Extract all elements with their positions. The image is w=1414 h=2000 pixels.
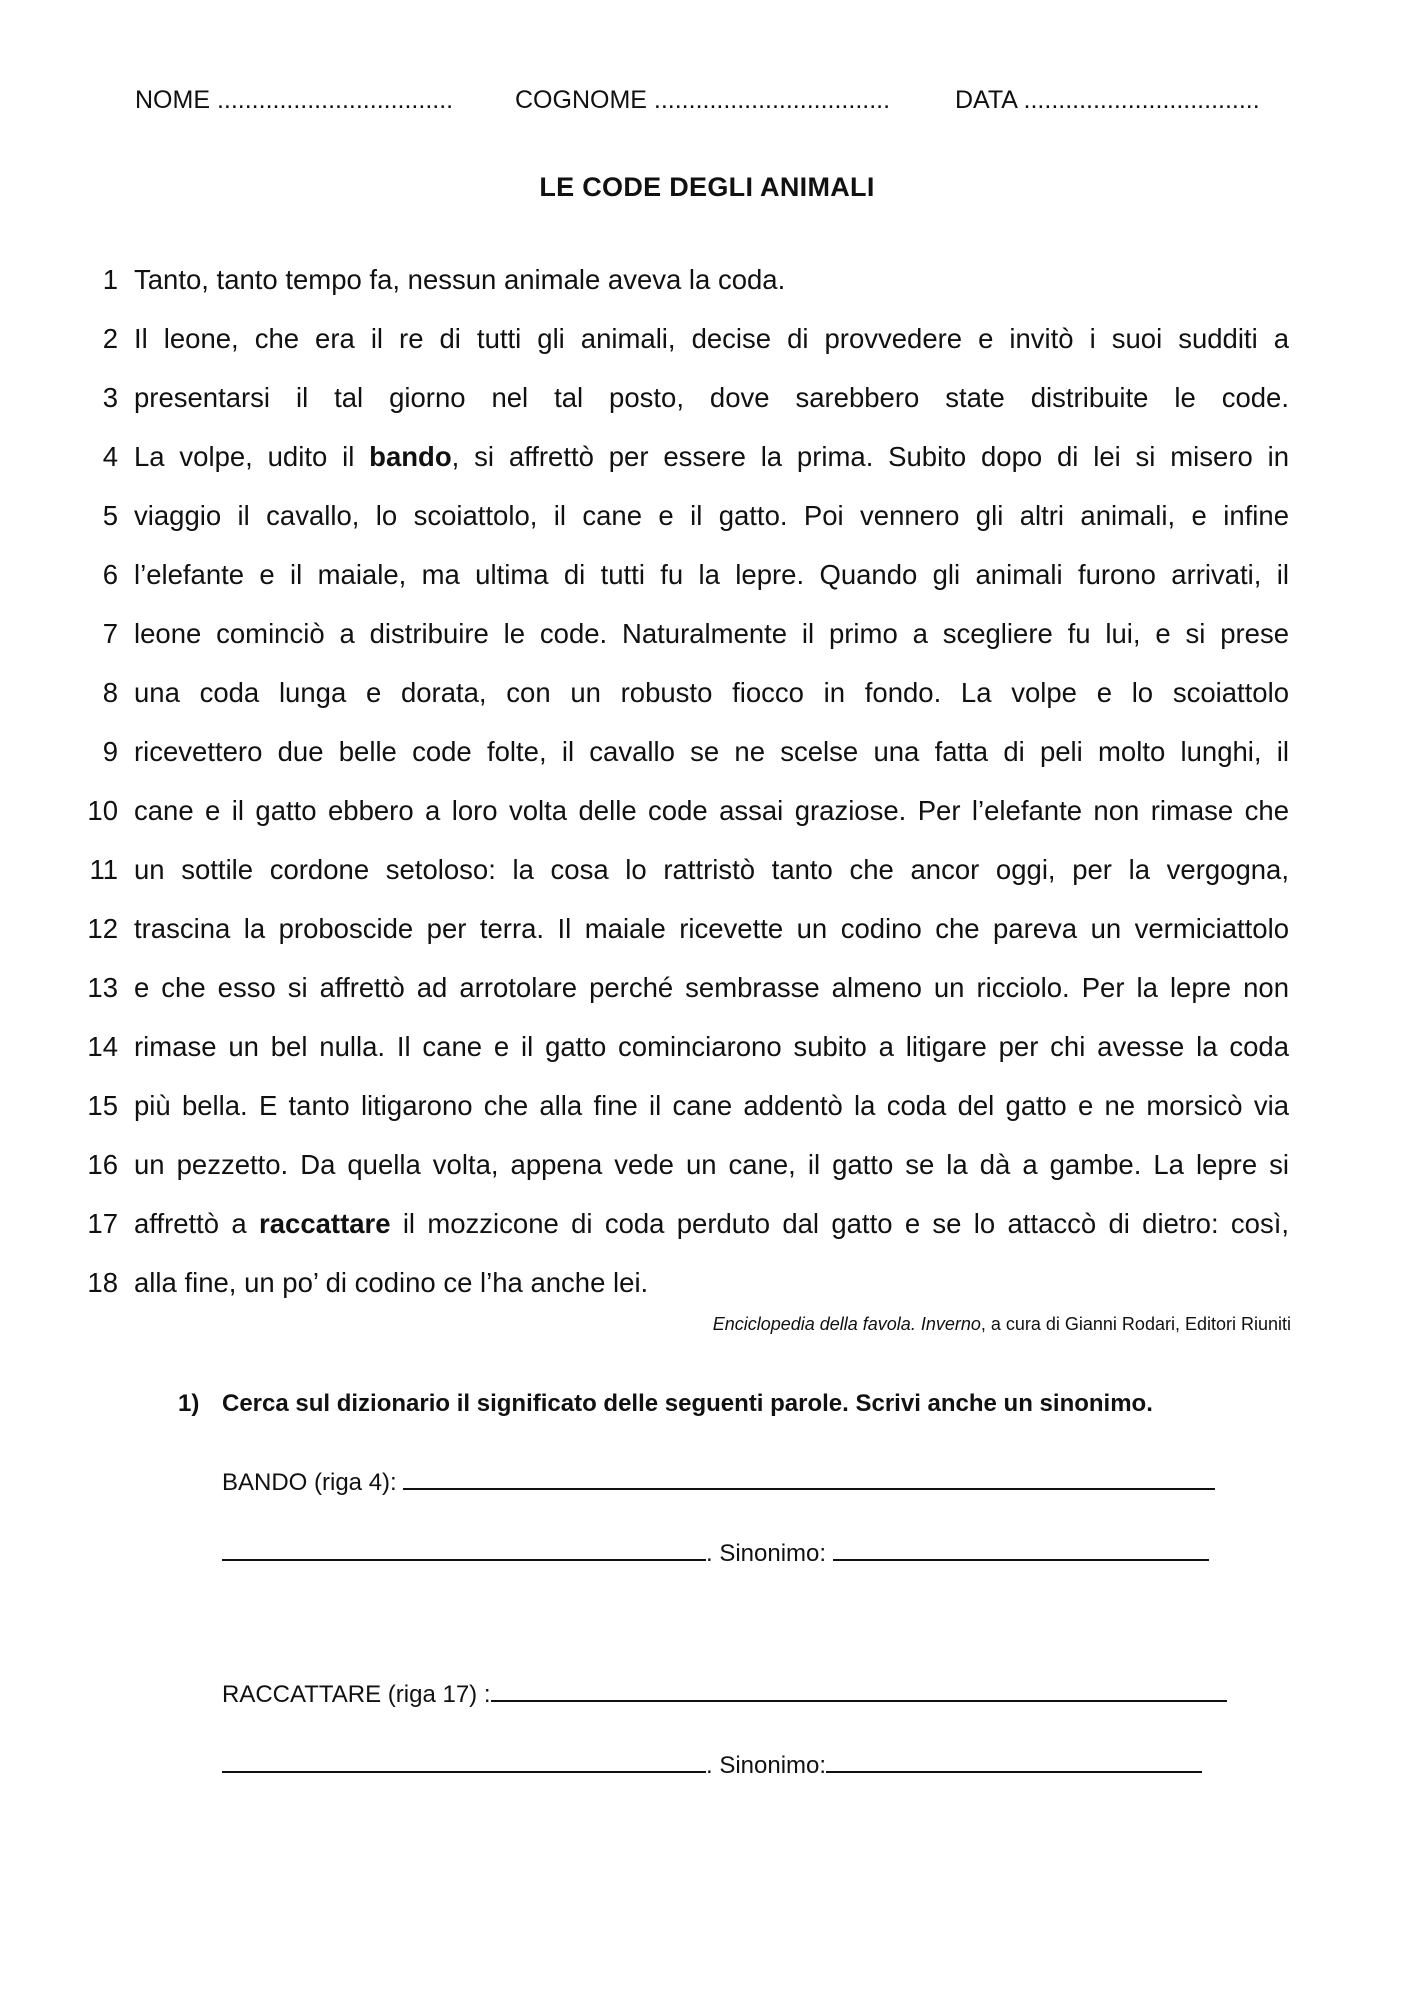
text-line bbox=[70, 309, 1290, 368]
text-run: affrettò a bbox=[134, 1208, 260, 1239]
text-line bbox=[70, 604, 1290, 663]
text-run: alla fine, un po’ di codino ce l’ha anche lei. bbox=[134, 1267, 649, 1298]
text-line bbox=[70, 427, 1290, 486]
line-number: 3 bbox=[102, 382, 118, 413]
line-text bbox=[134, 1135, 1289, 1194]
text-run: e che esso si affrettò ad arrotolare perché sembrasse almeno un ricciolo. Per la lepre non bbox=[134, 972, 1289, 1003]
text-run: ricevettero due belle code folte, il cavallo se ne scelse una fatta di peli molto lunghi, il bbox=[134, 736, 1289, 767]
bando-label: BANDO (riga 4): bbox=[222, 1469, 404, 1496]
cognome-field[interactable]: COGNOME .................................. bbox=[515, 86, 891, 114]
line-number: 18 bbox=[87, 1267, 118, 1298]
text-run: un sottile cordone setoloso: la cosa lo rattristò tanto che ancor oggi, per la vergogna, bbox=[134, 854, 1289, 885]
story-text bbox=[70, 250, 1290, 1312]
answer-bando-line-2 bbox=[222, 1537, 1209, 1568]
line-text bbox=[134, 545, 1289, 604]
text-run: leone cominciò a distribuire le code. Naturalmente il primo a scegliere fu lui, e si prese bbox=[134, 618, 1289, 649]
text-line bbox=[70, 1017, 1290, 1076]
text-line bbox=[70, 663, 1290, 722]
text-run: più bella. E tanto litigarono che alla fine il cane addentò la coda del gatto e ne morsicò via bbox=[134, 1090, 1289, 1121]
text-line bbox=[70, 1135, 1290, 1194]
line-number: 2 bbox=[102, 323, 118, 354]
answer-raccattare-line-2 bbox=[222, 1749, 1202, 1780]
question-1 bbox=[178, 1390, 1153, 1418]
text-run: il mozzicone di coda perduto dal gatto e se lo attaccò di dietro: così, bbox=[390, 1208, 1289, 1239]
line-number: 4 bbox=[102, 441, 118, 472]
line-number: 8 bbox=[102, 677, 118, 708]
data-field[interactable]: DATA .................................. bbox=[955, 86, 1260, 114]
text-line bbox=[70, 722, 1290, 781]
line-text bbox=[134, 899, 1289, 958]
text-line bbox=[70, 899, 1290, 958]
text-line bbox=[70, 1076, 1290, 1135]
bando-meaning-blank-2[interactable] bbox=[222, 1537, 706, 1561]
line-number: 1 bbox=[102, 264, 118, 295]
text-run: , si affrettò per essere la prima. Subito dopo di lei si misero in bbox=[451, 441, 1289, 472]
line-text bbox=[134, 1076, 1289, 1135]
answer-raccattare-line-1 bbox=[222, 1678, 1227, 1709]
line-text bbox=[134, 250, 1289, 309]
page-title: LE CODE DEGLI ANIMALI bbox=[539, 172, 875, 202]
line-text bbox=[134, 1194, 1289, 1253]
line-number: 6 bbox=[102, 559, 118, 590]
source-details: , a cura di Gianni Rodari, Editori Riuniti bbox=[980, 1314, 1291, 1334]
line-text bbox=[134, 309, 1289, 368]
line-number: 15 bbox=[87, 1090, 118, 1121]
sinonimo-label: . Sinonimo: bbox=[706, 1540, 833, 1567]
line-text bbox=[134, 368, 1289, 427]
line-text bbox=[134, 427, 1289, 486]
question-number: 1) bbox=[178, 1390, 200, 1417]
bando-meaning-blank[interactable] bbox=[403, 1466, 1215, 1490]
source-citation bbox=[713, 1314, 1291, 1335]
raccattare-meaning-blank-2[interactable] bbox=[222, 1749, 706, 1773]
raccattare-synonym-blank[interactable] bbox=[826, 1749, 1202, 1773]
line-text bbox=[134, 958, 1289, 1017]
bando-synonym-blank[interactable] bbox=[833, 1537, 1209, 1561]
student-info-header bbox=[135, 86, 1285, 126]
line-number: 7 bbox=[102, 618, 118, 649]
text-line bbox=[70, 486, 1290, 545]
line-text bbox=[134, 1253, 1289, 1312]
line-number: 13 bbox=[87, 972, 118, 1003]
line-text bbox=[134, 1017, 1289, 1076]
line-number: 16 bbox=[87, 1149, 118, 1180]
line-number: 17 bbox=[87, 1208, 118, 1239]
text-line bbox=[70, 545, 1290, 604]
raccattare-label: RACCATTARE (riga 17) : bbox=[222, 1681, 491, 1708]
text-run: trascina la proboscide per terra. Il maiale ricevette un codino che pareva un vermiciattolo bbox=[134, 913, 1289, 944]
text-run: cane e il gatto ebbero a loro volta delle code assai graziose. Per l’elefante non rimase che bbox=[134, 795, 1289, 826]
line-text bbox=[134, 722, 1289, 781]
text-line bbox=[70, 781, 1290, 840]
bold-keyword: bando bbox=[369, 441, 452, 472]
answer-bando-line-1 bbox=[222, 1466, 1215, 1497]
text-run: Tanto, tanto tempo fa, nessun animale aveva la coda. bbox=[134, 264, 786, 295]
nome-field[interactable]: NOME .................................. bbox=[135, 86, 454, 114]
line-text bbox=[134, 663, 1289, 722]
text-run: una coda lunga e dorata, con un robusto fiocco in fondo. La volpe e lo scoiattolo bbox=[134, 677, 1289, 708]
text-line bbox=[70, 958, 1290, 1017]
line-text bbox=[134, 781, 1289, 840]
text-line bbox=[70, 250, 1290, 309]
sinonimo-label: . Sinonimo: bbox=[706, 1752, 827, 1779]
text-line bbox=[70, 840, 1290, 899]
line-number: 14 bbox=[87, 1031, 118, 1062]
text-run: Il leone, che era il re di tutti gli animali, decise di provvedere e invitò i suoi sudditi a bbox=[134, 323, 1289, 354]
line-text bbox=[134, 604, 1289, 663]
line-number: 12 bbox=[87, 913, 118, 944]
line-number: 9 bbox=[102, 736, 118, 767]
text-run: l’elefante e il maiale, ma ultima di tutti fu la lepre. Quando gli animali furono arrivati, il bbox=[134, 559, 1289, 590]
text-run: presentarsi il tal giorno nel tal posto, dove sarebbero state distribuite le code. bbox=[134, 382, 1289, 413]
text-run: un pezzetto. Da quella volta, appena vede un cane, il gatto se la dà a gambe. La lepre si bbox=[134, 1149, 1289, 1180]
line-text bbox=[134, 840, 1289, 899]
line-text bbox=[134, 486, 1289, 545]
text-run: viaggio il cavallo, lo scoiattolo, il cane e il gatto. Poi vennero gli altri animali, e infine bbox=[134, 500, 1289, 531]
question-text: Cerca sul dizionario il significato delle seguenti parole. Scrivi anche un sinonimo. bbox=[222, 1390, 1153, 1417]
text-line bbox=[70, 368, 1290, 427]
bold-keyword: raccattare bbox=[259, 1208, 391, 1239]
text-line bbox=[70, 1253, 1290, 1312]
source-book-title: Enciclopedia della favola. Inverno bbox=[712, 1314, 981, 1334]
text-line bbox=[70, 1194, 1290, 1253]
text-run: rimase un bel nulla. Il cane e il gatto cominciarono subito a litigare per chi avesse la coda bbox=[134, 1031, 1289, 1062]
line-number: 5 bbox=[102, 500, 118, 531]
raccattare-meaning-blank[interactable] bbox=[491, 1678, 1227, 1702]
text-run: La volpe, udito il bbox=[134, 441, 370, 472]
line-number: 11 bbox=[89, 854, 118, 885]
line-number: 10 bbox=[87, 795, 118, 826]
